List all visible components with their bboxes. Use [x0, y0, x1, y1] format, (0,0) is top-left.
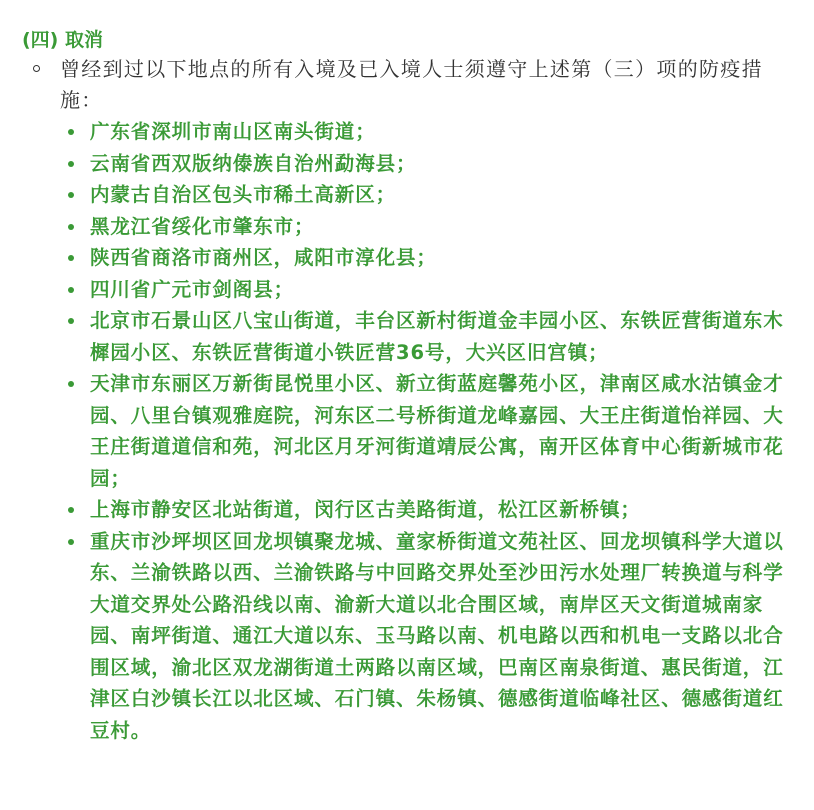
- location-item: [60, 242, 794, 274]
- location-item: [60, 274, 794, 306]
- location-text: 四川省广元市剑阁县；: [90, 277, 295, 301]
- dot-bullet-icon: [68, 255, 74, 261]
- location-item: [60, 368, 794, 494]
- location-list: [60, 116, 794, 746]
- location-text: 广东省深圳市南山区南头街道；: [90, 120, 376, 143]
- location-text: 黑龙江省绥化市肇东市；: [90, 214, 315, 238]
- dot-bullet-icon: [68, 507, 74, 513]
- location-text: 陕西省商洛市商州区，咸阳市淳化县；: [90, 246, 437, 269]
- notice-list: [22, 54, 794, 746]
- location-item: [60, 526, 794, 747]
- dot-bullet-icon: [68, 318, 74, 324]
- dot-bullet-icon: [68, 381, 74, 387]
- location-item: [60, 179, 794, 211]
- location-text: 上海市静安区北站街道，闵行区古美路街道，松江区新桥镇；: [90, 498, 641, 521]
- notice-item: [22, 54, 794, 746]
- notice-text: 曾经到过以下地点的所有入境及已入境人士须遵守上述第（三）项的防疫措施：: [60, 57, 763, 112]
- location-item: [60, 148, 794, 180]
- dot-bullet-icon: [68, 129, 74, 135]
- location-text: 云南省西双版纳傣族自治州勐海县；: [90, 151, 417, 175]
- location-text: 天津市东丽区万新街昆悦里小区、新立街蓝庭馨苑小区，津南区咸水沽镇金才园、八里台镇观雅庭院，河东区二号桥街道龙峰嘉园、大王庄街道怡祥园、大王庄街道道信和苑，河北区月牙河街道靖辰公寓，南开区体育中心街新城市花园；: [90, 372, 784, 490]
- location-item: [60, 116, 794, 148]
- location-text: 北京市石景山区八宝山街道，丰台区新村街道金丰园小区、东铁匠营街道东木樨园小区、东铁匠营街道小铁匠营36号，大兴区旧宫镇；: [90, 309, 784, 364]
- dot-bullet-icon: [68, 224, 74, 230]
- dot-bullet-icon: [68, 192, 74, 198]
- hollow-circle-bullet-icon: [33, 65, 40, 72]
- location-item: [60, 494, 794, 526]
- dot-bullet-icon: [68, 539, 74, 545]
- location-item: [60, 211, 794, 243]
- location-text: 内蒙古自治区包头市稀土高新区；: [90, 183, 397, 206]
- dot-bullet-icon: [68, 161, 74, 167]
- location-item: [60, 305, 794, 368]
- dot-bullet-icon: [68, 287, 74, 293]
- location-text: 重庆市沙坪坝区回龙坝镇聚龙城、童家桥街道文苑社区、回龙坝镇科学大道以东、兰渝铁路以西、兰渝铁路与中回路交界处至沙田污水处理厂转换道与科学大道交界处公路沿线以南、渝新大道以北合围区域，南岸区天文街道城南家园、南坪街道、通江大道以东、玉马路以南、机电路以西和机电一支路以北合围区域，渝北区双龙湖街道土两路以南区域，巴南区南泉街道、惠民街道，江津区白沙镇长江以北区域、石门镇、朱杨镇、德感街道临峰社区、德感街道红豆村。: [90, 529, 784, 742]
- section-heading: (四) 取消: [22, 29, 103, 51]
